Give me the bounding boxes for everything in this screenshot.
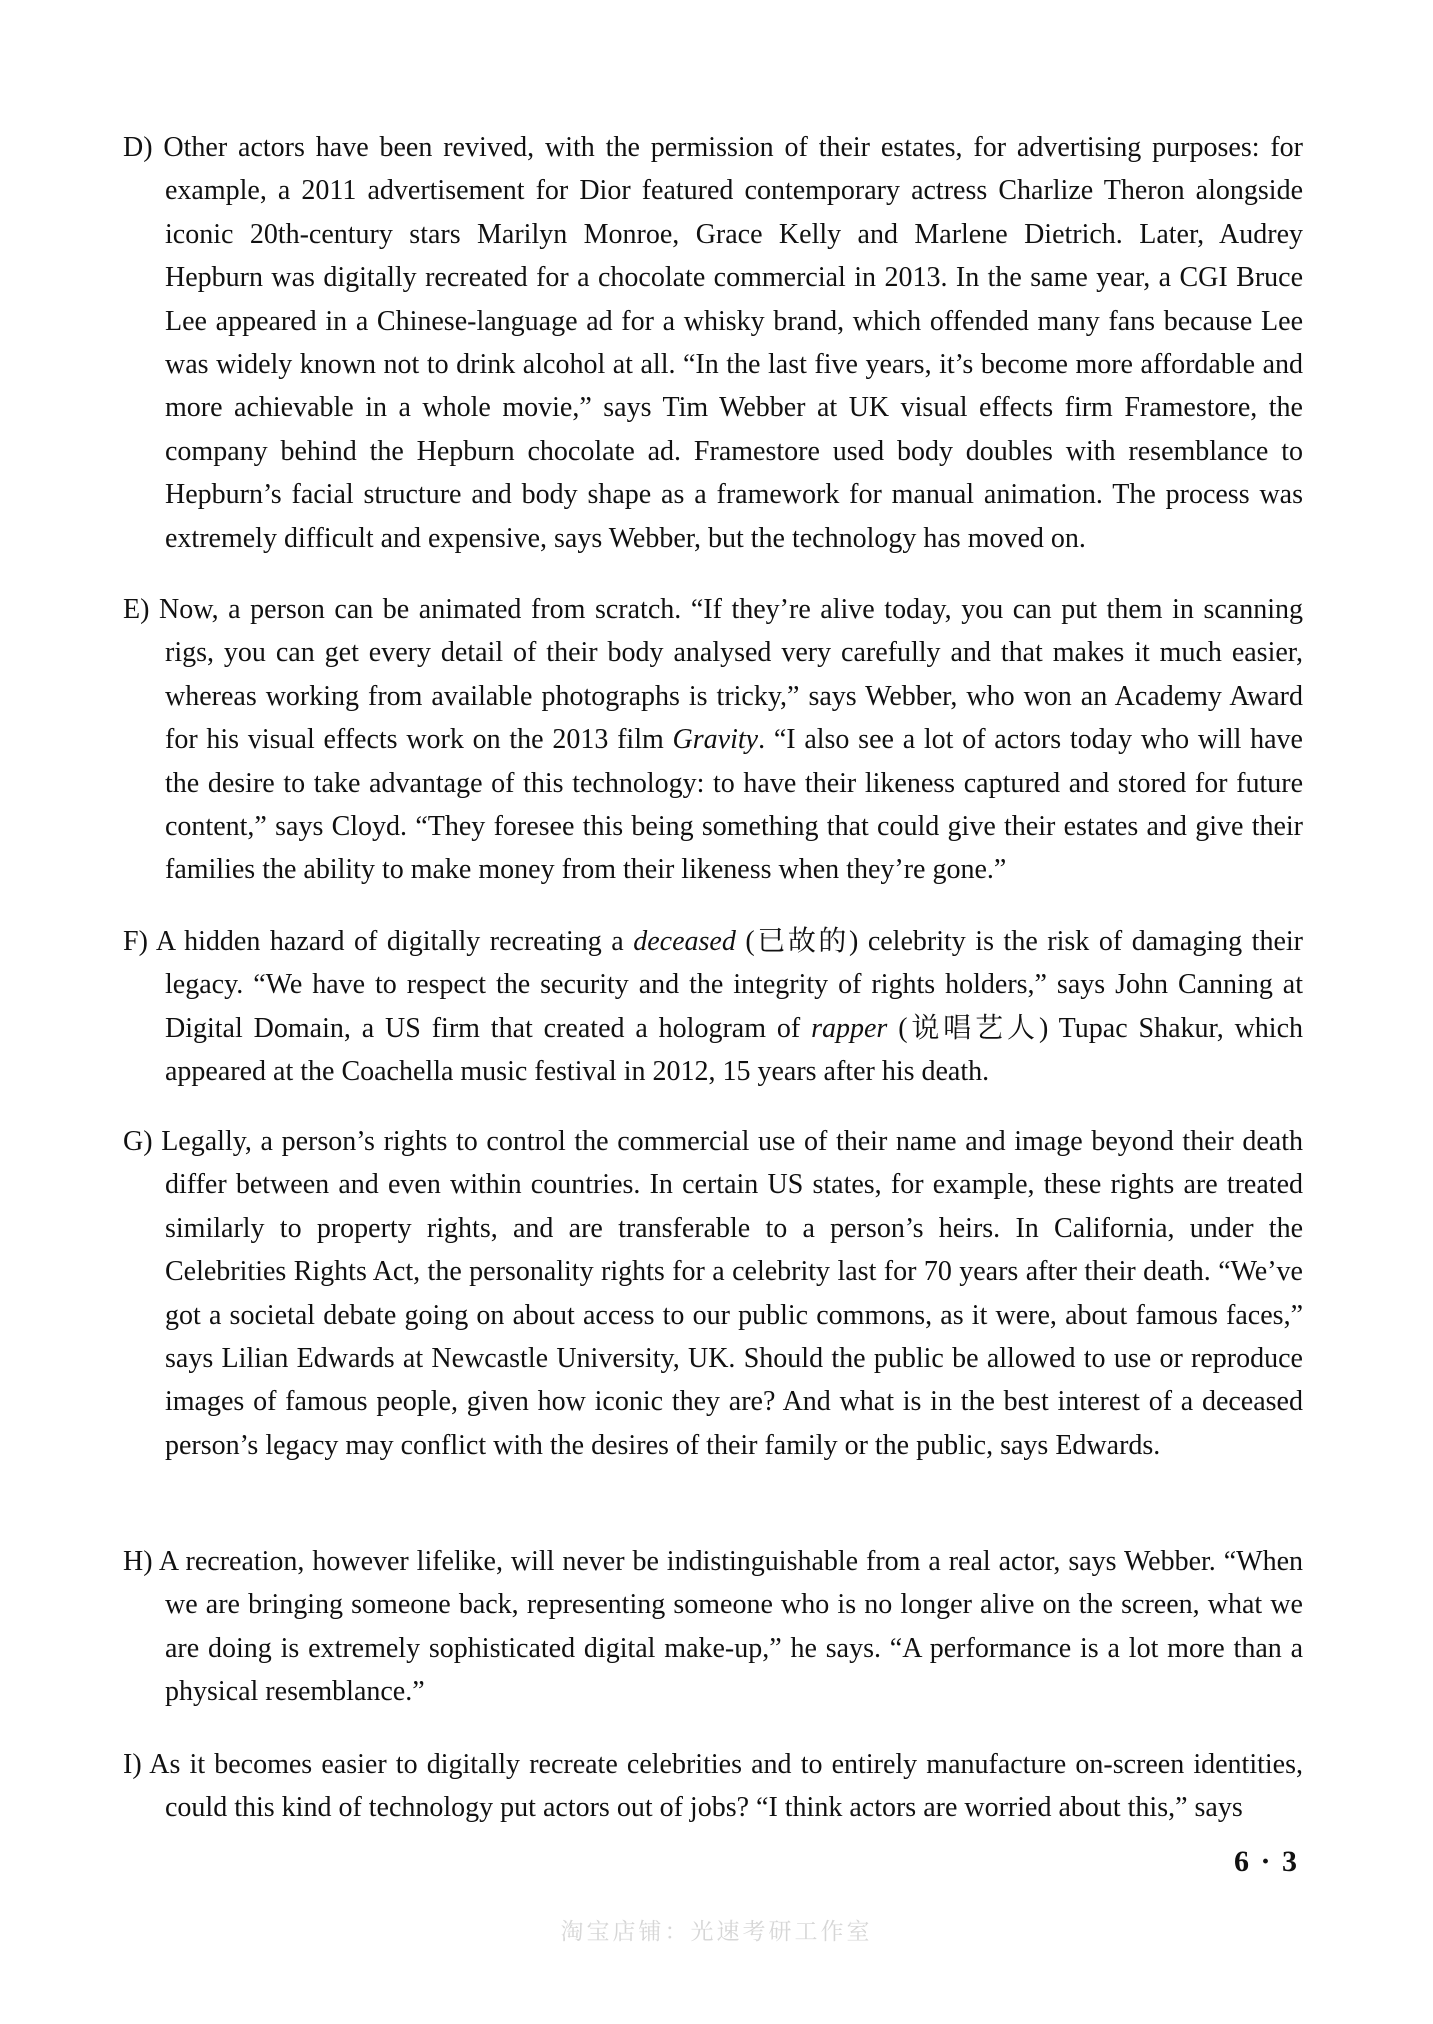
paragraph-i xyxy=(123,1743,1303,1830)
paragraph-h xyxy=(123,1540,1303,1714)
paragraph-text-segment: (已故的) celebrity is the risk of damaging their legacy. “We have to respect the security and the integrity of rights holders,” says John Canning at Digital Domain, a US firm that created a hologram of xyxy=(165,926,1303,1044)
paragraph-g xyxy=(123,1120,1303,1467)
italic-term: rapper xyxy=(811,1012,888,1044)
paragraph-g-text xyxy=(123,1120,1303,1467)
paragraph-d xyxy=(123,126,1303,560)
paragraph-f-text xyxy=(123,920,1303,1094)
paragraph-d-text xyxy=(123,126,1303,560)
paragraph-i-text xyxy=(123,1743,1303,1830)
paragraph-label: H) xyxy=(123,1546,159,1577)
paragraph-e-text xyxy=(123,588,1303,892)
paragraph-label: I) xyxy=(123,1749,150,1780)
paragraph-text-segment: A recreation, however lifelike, will never be indistinguishable from a real actor, says Webber. “When we are bringing someone back, representing someone who is no longer alive on the screen, what we are doing is extremely sophisticated digital make-up,” he says. “A performance is a lot more than a physical resemblance.” xyxy=(158,1546,1303,1708)
page-number: 6 · 3 xyxy=(1233,1845,1299,1878)
paragraph-text-segment: . “I also see a lot of actors today who will have the desire to take advantage of this technology: to have their likeness captured and stored for future content,” says Cloyd. “They foresee this being something that could give their estates and give their families the ability to make money from their likeness when they’re gone.” xyxy=(165,724,1303,886)
paragraph-text-segment: A hidden hazard of digitally recreating a xyxy=(155,926,634,957)
paragraph-text-segment: Now, a person can be animated from scratch. “If they’re alive today, you can put them in scanning rigs, you can get every detail of their body analysed very carefully and that makes it much easier, whereas working from available photographs is tricky,” says Webber, who won an Academy Award for his visual effects work on the 2013 film xyxy=(159,594,1303,756)
paragraph-label: G) xyxy=(123,1126,162,1157)
paragraph-text-segment: (说唱艺人) Tupac Shakur, which appeared at the Coachella music festival in 2012, 15 years after his death. xyxy=(165,1012,1304,1088)
paragraph-h-text xyxy=(123,1540,1303,1714)
paragraph-text-segment: Other actors have been revived, with the permission of their estates, for advertising purposes: for example, a 2011 advertisement for Dior featured contemporary actress Charlize Theron alongside iconic 20th-century stars Marilyn Monroe, Grace Kelly and Marlene Dietrich. Later, Audrey Hepburn was digitally recreated for a chocolate commercial in 2013. In the same year, a CGI Bruce Lee appeared in a Chinese-language ad for a whisky brand, which offended many fans because Lee was widely known not to drink alcohol at all. “In the last five years, it’s become more affordable and more achievable in a whole movie,” says Tim Webber at UK visual effects firm Framestore, the company behind the Hepburn chocolate ad. Framestore used body doubles with resemblance to Hepburn’s facial structure and body shape as a framework for manual animation. The process was extremely difficult and expensive, says Webber, but the technology has moved on. xyxy=(163,132,1304,554)
paragraph-text-segment: Legally, a person’s rights to control the commercial use of their name and image beyond their death differ between and even within countries. In certain US states, for example, these rights are treated similarly to property rights, and are transferable to a person’s heirs. In California, under the Celebrities Rights Act, the personality rights for a celebrity last for 70 years after their death. “We’ve got a societal debate going on about access to our public commons, as it were, about famous faces,” says Lilian Edwards at Newcastle University, UK. Should the public be allowed to use or reproduce images of famous people, given how iconic they are? And what is in the best interest of a deceased person’s legacy may conflict with the desires of their family or the public, says Edwards. xyxy=(161,1126,1304,1461)
paragraph-label: F) xyxy=(123,926,156,957)
shop-watermark: 淘宝店铺：光速考研工作室 xyxy=(560,1919,873,1945)
paragraph-label: D) xyxy=(123,132,164,163)
paragraph-label: E) xyxy=(123,594,159,625)
paragraph-text-segment: As it becomes easier to digitally recreate celebrities and to entirely manufacture on-screen identities, could this kind of technology put actors out of jobs? “I think actors are worried about this,” says xyxy=(149,1749,1303,1824)
italic-term: Gravity xyxy=(672,724,759,756)
paragraph-f xyxy=(123,920,1303,1094)
italic-term: deceased xyxy=(633,926,736,957)
paragraph-e xyxy=(123,588,1303,892)
